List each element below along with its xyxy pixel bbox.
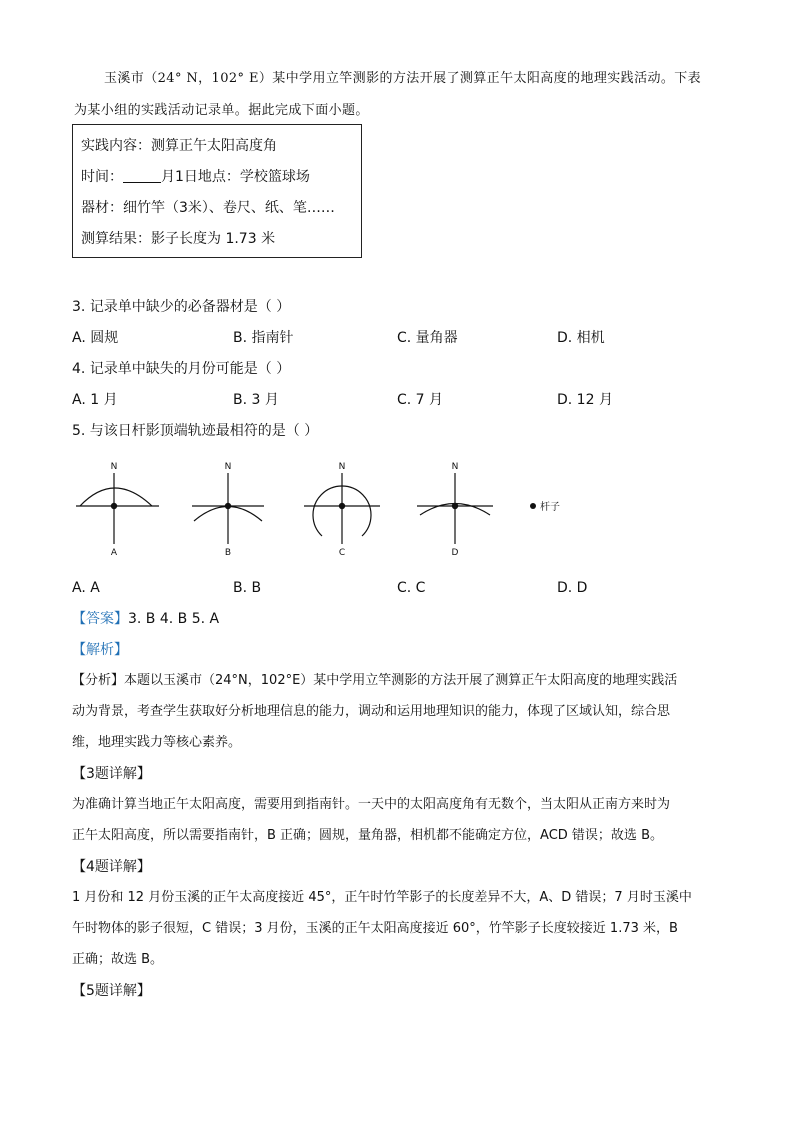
diagram-label-a: A	[110, 548, 118, 558]
q5-option-b: B. B	[233, 580, 262, 596]
detail-4-line-3: 正确；故选 B。	[72, 952, 164, 967]
north-label-c: N	[338, 462, 346, 472]
q3-option-a: A. 圆规	[72, 330, 119, 346]
intro-line-1: 玉溪市（24° N，102° E）某中学用立竿测影的方法开展了测算正午太阳高度的地理实践活动。下表	[104, 71, 702, 86]
diagram-label-c: C	[338, 548, 346, 558]
answer-line	[72, 609, 219, 629]
record-time-suffix: 月1日地点：学校篮球场	[161, 169, 310, 185]
record-result: 测算结果：影子长度为 1.73 米	[81, 231, 276, 247]
q4-option-d: D. 12 月	[557, 392, 613, 408]
record-time	[81, 167, 310, 187]
q5-option-a: A. A	[72, 580, 100, 596]
answer-tag: 【答案】	[72, 611, 128, 627]
q3-option-d: D. 相机	[557, 330, 605, 346]
pole-legend-label: 杆子	[540, 502, 560, 513]
north-label-d: N	[451, 462, 459, 472]
q4-option-c: C. 7 月	[397, 392, 444, 408]
q4-option-a: A. 1 月	[72, 392, 118, 408]
q3-option-b: B. 指南针	[233, 330, 294, 346]
q3-option-c: C. 量角器	[397, 330, 458, 346]
q5-option-c: C. C	[397, 580, 426, 596]
record-equipment: 器材：细竹竿（3米）、卷尺、纸、笔……	[81, 200, 335, 216]
q5-option-d: D. D	[557, 580, 588, 596]
question-3-stem: 3. 记录单中缺少的必备器材是（ ）	[72, 299, 291, 315]
detail-4-line-2: 午时物体的影子很短，C 错误；3 月份，玉溪的正午太阳高度接近 60°，竹竿影子长度较接近 1.73 米，B	[72, 921, 678, 936]
detail-5-tag: 【5题详解】	[72, 983, 151, 999]
pole-legend-dot	[530, 503, 536, 509]
diagram-label-b: B	[224, 548, 232, 558]
intro-line-2: 为某小组的实践活动记录单。据此完成下面小题。	[74, 103, 369, 118]
detail-4-line-1: 1 月份和 12 月份玉溪的正午太高度接近 45°，正午时竹竿影子的长度差异不大，A、D 错误；7 月时玉溪中	[72, 890, 692, 905]
analysis-line-3: 维，地理实践力等核心素养。	[72, 735, 242, 750]
record-content: 实践内容：测算正午太阳高度角	[81, 138, 277, 154]
analysis-line-2: 动为背景，考查学生获取好分析地理信息的能力，调动和运用地理知识的能力，体现了区域认知，综合思	[72, 704, 671, 719]
record-time-prefix: 时间：	[81, 169, 123, 185]
detail-3-line-2: 正午太阳高度，所以需要指南针，B 正确；圆规，量角器，相机都不能确定方位，ACD 错误；故选 B。	[72, 828, 663, 843]
q4-option-b: B. 3 月	[233, 392, 279, 408]
shadow-trajectory-figure	[60, 452, 600, 562]
detail-3-tag: 【3题详解】	[72, 766, 151, 782]
detail-3-line-1: 为准确计算当地正午太阳高度，需要用到指南针。一天中的太阳高度角有无数个，当太阳从正南方来时为	[72, 797, 671, 812]
analysis-text-1: 本题以玉溪市（24°N，102°E）某中学用立竿测影的方法开展了测算正午太阳高度的地理实践活	[124, 673, 678, 688]
record-sheet	[72, 124, 362, 258]
month-blank	[123, 168, 161, 183]
analysis-tag: 【解析】	[72, 642, 128, 658]
north-label-b: N	[224, 462, 232, 472]
question-5-stem: 5. 与该日杆影顶端轨迹最相符的是（ ）	[72, 423, 319, 439]
diagram-label-d: D	[451, 548, 459, 558]
detail-4-tag: 【4题详解】	[72, 859, 151, 875]
answer-text: 3. B 4. B 5. A	[128, 611, 220, 627]
north-label-a: N	[110, 462, 118, 472]
analysis-line-1	[72, 671, 677, 691]
analysis-subtag: 【分析】	[72, 673, 125, 688]
question-4-stem: 4. 记录单中缺失的月份可能是（ ）	[72, 361, 291, 377]
